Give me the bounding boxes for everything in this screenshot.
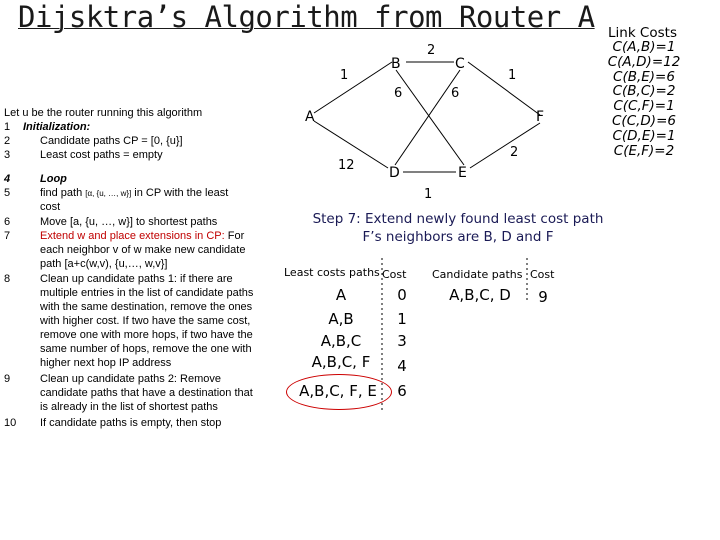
least-cost-path: A,B,C xyxy=(320,332,362,350)
edge-label-cd: 6 xyxy=(451,86,460,101)
edge-b-e xyxy=(396,70,464,165)
step-number: 8 xyxy=(4,273,11,285)
step-text-cont: multiple entries in the list of candidate paths xyxy=(40,287,254,299)
step-text-cont: candidate paths that have a destination that xyxy=(40,387,253,399)
step-text: Candidate paths CP = [0, {u}] xyxy=(40,135,183,147)
step-text-cont: cost xyxy=(40,201,61,213)
least-cost-value: 6 xyxy=(397,382,407,400)
least-cost-path: A,B,C, F, E xyxy=(299,382,377,400)
candidate-cost: 9 xyxy=(538,288,548,306)
link-cost-row: C(B,C)=2 xyxy=(612,83,676,100)
step-text-cont: with higher cost. If two have the same cost, xyxy=(40,315,251,327)
step-number: 5 xyxy=(4,187,11,199)
link-cost-row: C(A,B)=1 xyxy=(612,39,676,55)
edge-label-ef: 2 xyxy=(510,145,519,160)
least-cost-value: 0 xyxy=(397,286,407,304)
edge-label-ad: 12 xyxy=(338,158,355,173)
step-text: Loop xyxy=(40,173,67,185)
least-cost-path: A,B xyxy=(328,310,354,328)
node-b: B xyxy=(391,56,401,72)
candidate-header: Candidate paths xyxy=(432,268,523,281)
slide-title: Dijsktra’s Algorithm from Router A xyxy=(18,0,595,34)
step-text: Clean up candidate paths 2: Remove xyxy=(40,373,222,385)
link-cost-row: C(D,E)=1 xyxy=(612,127,676,144)
step-text: Move [a, {u, …, w}] to shortest paths xyxy=(40,216,218,228)
step-text: Extend w and place extensions in CP: For xyxy=(40,230,245,242)
step-text-cont: each neighbor v of w make new candidate xyxy=(40,244,246,256)
step-text-cont: same number of hops, remove the one with xyxy=(40,343,252,355)
least-costs-header: Least costs paths xyxy=(284,266,380,279)
step-number: 10 xyxy=(4,417,17,429)
least-cost-value: 1 xyxy=(397,310,407,328)
step-number: 4 xyxy=(4,173,11,185)
step-text: Clean up candidate paths 1: if there are xyxy=(40,273,233,285)
algorithm-intro: Let u be the router running this algorithm xyxy=(4,107,203,119)
step-text: If candidate paths is empty, then stop xyxy=(40,417,222,429)
step-text-cont: is already in the list of shortest paths xyxy=(40,401,218,413)
node-d: D xyxy=(389,165,400,181)
step-line-1: Step 7: Extend newly found least cost path xyxy=(312,211,604,227)
step-text-cont: remove one with more hops, if two have the xyxy=(40,329,253,341)
edge-label-ab: 1 xyxy=(340,68,349,83)
least-cost-value: 3 xyxy=(397,332,407,350)
step-text: Least cost paths = empty xyxy=(40,149,163,161)
candidate-cost-header: Cost xyxy=(530,268,555,281)
edge-label-be: 6 xyxy=(394,86,403,101)
step-number: 1 xyxy=(4,121,11,133)
step-number: 6 xyxy=(4,216,11,228)
edge-c-f xyxy=(468,62,540,115)
edge-e-f xyxy=(470,123,540,168)
link-cost-row: C(C,D)=6 xyxy=(612,112,676,129)
edge-label-cf: 1 xyxy=(508,68,517,83)
link-costs-heading: Link Costs xyxy=(608,25,677,41)
least-cost-path: A,B,C, F xyxy=(311,353,371,371)
step-text: Initialization: xyxy=(23,121,91,133)
step-text-cont: with the same destination, remove the ones xyxy=(40,301,253,313)
least-costs-cost-header: Cost xyxy=(382,268,407,281)
edge-label-de: 1 xyxy=(424,187,433,202)
candidate-path: A,B,C, D xyxy=(449,286,511,304)
step-number: 2 xyxy=(4,135,11,147)
link-cost-row: C(C,F)=1 xyxy=(613,98,675,115)
step-text-cont: path [a+c(w,v), {u,…, w,v}] xyxy=(40,258,168,270)
step-text: find path [α, {u, …, w}] in CP with the least xyxy=(40,187,229,199)
step-line-2: F’s neighbors are B, D and F xyxy=(362,229,554,245)
node-f: F xyxy=(536,109,545,125)
link-cost-row: C(B,E)=6 xyxy=(613,68,675,85)
edge-c-d xyxy=(395,70,460,165)
least-cost-value: 4 xyxy=(397,357,407,375)
least-cost-path: A xyxy=(335,286,347,304)
step-number: 9 xyxy=(4,373,11,385)
link-cost-row: C(A,D)=12 xyxy=(607,53,681,70)
node-e: E xyxy=(458,165,467,181)
node-a: A xyxy=(305,109,315,125)
step-number: 7 xyxy=(4,230,11,242)
step-text-cont: higher next hop IP address xyxy=(40,357,172,369)
step-description xyxy=(288,210,628,246)
node-c: C xyxy=(455,56,465,72)
edge-label-bc: 2 xyxy=(427,43,436,58)
edge-a-b xyxy=(314,62,392,113)
step-number: 3 xyxy=(4,149,11,161)
link-cost-row: C(E,F)=2 xyxy=(613,142,675,159)
